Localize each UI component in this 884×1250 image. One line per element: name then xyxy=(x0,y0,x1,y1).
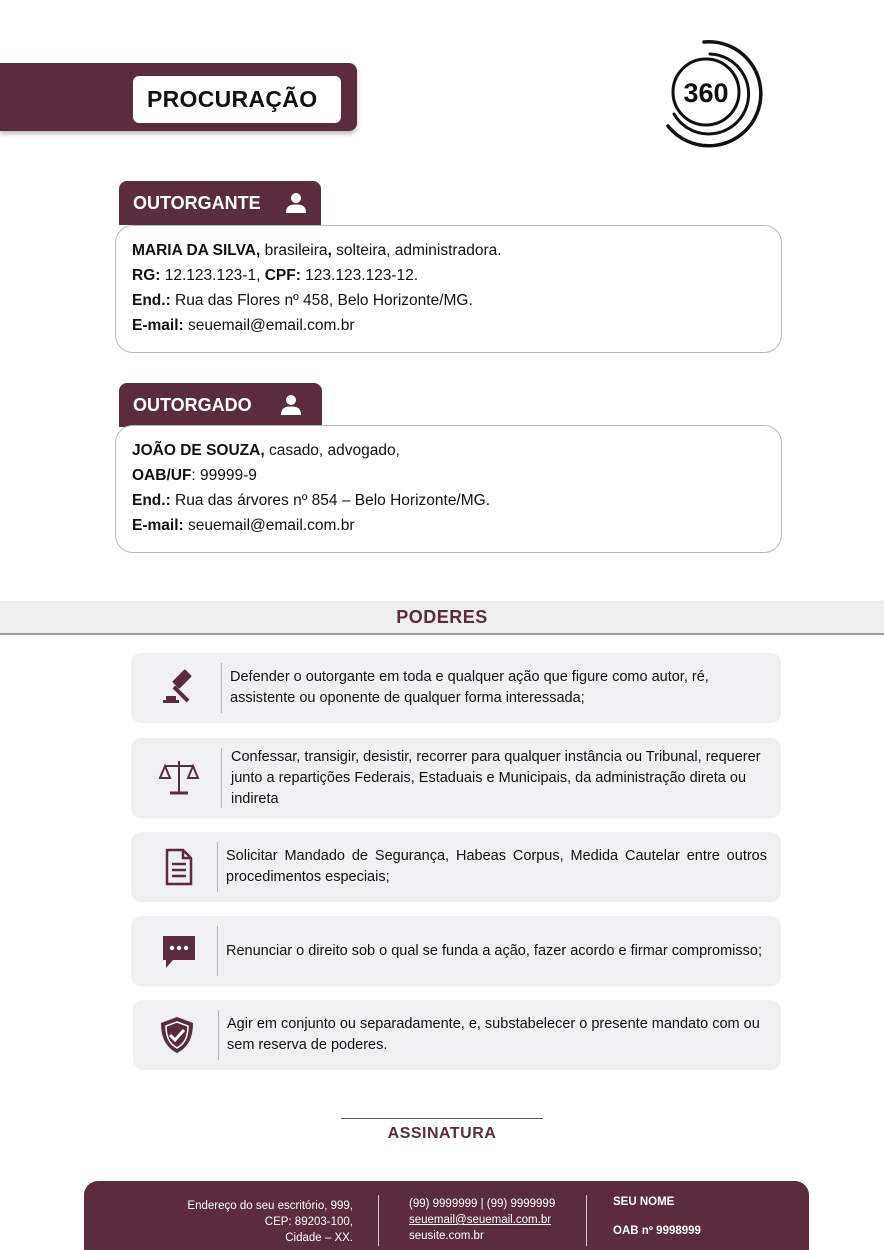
outorgante-tab xyxy=(119,181,321,225)
shield-check-icon xyxy=(155,1013,199,1057)
footer-site: seusite.com.br xyxy=(409,1230,484,1242)
scales-icon xyxy=(157,756,201,800)
outorgante-line3: End.: Rua das Flores nº 458, Belo Horizonte/MG. xyxy=(132,292,473,309)
outorgado-tab-label: OUTORGADO xyxy=(133,394,252,415)
footer-phones: (99) 9999999 | (99) 9999999 xyxy=(409,1198,556,1210)
outorgado-card xyxy=(115,425,782,553)
outorgado-line3: End.: Rua das árvores nº 854 – Belo Horizonte/MG. xyxy=(132,492,491,509)
signature-label: ASSINATURA xyxy=(387,1125,497,1142)
power-item xyxy=(131,738,781,818)
outorgante-tab-label: OUTORGANTE xyxy=(133,192,261,213)
outorgante-line4: E-mail: seuemail@email.com.br xyxy=(132,317,355,334)
power-text: Confessar, transigir, desistir, recorrer para qualquer instância ou Tribunal, requerer junto a repartições Federais, Estaduais e Municipais, da administração direta ou indireta xyxy=(231,748,761,807)
outorgado-line2: OAB/UF: 99999-9 xyxy=(132,467,257,484)
person-icon xyxy=(280,394,302,416)
power-text: Defender o outorgante em toda e qualquer ação que figure como autor, ré, assistente ou oponente de qualquer forma interessada; xyxy=(230,669,709,706)
footer-email-link[interactable]: seuemail@seuemail.com.br xyxy=(409,1214,552,1226)
gavel-icon xyxy=(157,666,201,710)
footer-name: SEU NOME xyxy=(613,1196,675,1208)
footer-divider xyxy=(586,1195,587,1246)
footer-divider xyxy=(378,1195,379,1246)
outorgante-card xyxy=(115,225,782,353)
footer-contact xyxy=(409,1196,555,1244)
logo-text: 360 xyxy=(683,78,729,108)
document-icon xyxy=(157,845,201,889)
logo-360 xyxy=(660,30,770,155)
power-text: Solicitar Mandado de Segurança, Habeas Corpus, Medida Cautelar entre outros procedimentos especiais; xyxy=(226,848,767,885)
power-item xyxy=(131,916,781,986)
outorgado-line4: E-mail: seuemail@email.com.br xyxy=(132,517,355,534)
person-icon xyxy=(285,192,307,214)
footer xyxy=(84,1181,809,1250)
outorgante-line2: RG: 12.123.123-1, CPF: 123.123.123-12. xyxy=(132,267,419,284)
footer-oab: OAB nº 9998999 xyxy=(613,1225,701,1237)
outorgante-line1: MARIA DA SILVA, brasileira, solteira, administradora. xyxy=(132,242,502,259)
chat-icon xyxy=(157,929,201,973)
power-item xyxy=(131,832,781,902)
signature-line xyxy=(341,1118,543,1119)
poderes-heading: PODERES xyxy=(0,601,884,635)
power-text: Renunciar o direito sob o qual se funda a ação, fazer acordo e firmar compromisso; xyxy=(226,942,762,959)
page-title: PROCURAÇÃO xyxy=(133,76,341,123)
power-text: Agir em conjunto ou separadamente, e, substabelecer o presente mandato com ou sem reserva de poderes. xyxy=(227,1016,760,1053)
footer-address: Endereço do seu escritório, 999, CEP: 89203-100, Cidade – XX. xyxy=(187,1200,353,1244)
outorgado-line1: JOÃO DE SOUZA, casado, advogado, xyxy=(132,442,400,459)
outorgado-tab xyxy=(119,383,322,427)
power-item xyxy=(133,1000,781,1070)
power-item xyxy=(131,653,781,723)
